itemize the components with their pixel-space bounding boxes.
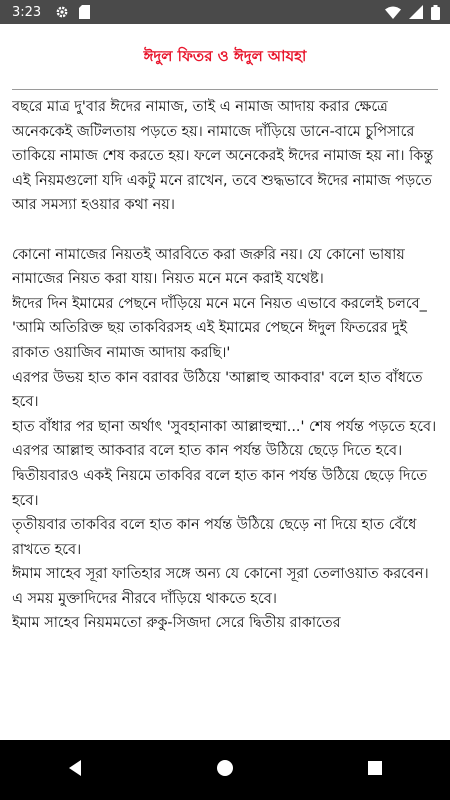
home-button[interactable]	[195, 750, 255, 790]
article-paragraph: বছরে মাত্র দু'বার ঈদের নামাজ, তাই এ নামাজ আদায় করার ক্ষেত্রে অনেককেই জটিলতায় পড়তে হয়। নামাজে দাঁড়িয়ে ডানে-বামে চুপিসারে তাকিয়ে নামাজ শেষ করতে হয়। ফলে অনেকেরই ঈদের নামাজ হয় না। কিন্তু এই নিয়মগুলো যদি একটু মনে রাখেন, তবে শুদ্ধভাবে ঈদের নামাজ পড়তে আর সমস্যা হওয়ার কথা নয়।	[12, 99, 434, 214]
page-title: ঈদুল ফিতর ও ঈদুল আযহা	[143, 46, 307, 65]
paragraph-gap	[12, 218, 440, 243]
recents-icon	[367, 760, 383, 780]
recents-button[interactable]	[345, 750, 405, 790]
signal-icon	[409, 5, 423, 19]
gear-icon	[55, 5, 69, 19]
status-time: 3:23	[12, 4, 42, 20]
article-content[interactable]	[12, 95, 440, 740]
battery-icon	[431, 5, 440, 20]
navigation-bar	[0, 740, 450, 800]
article-paragraph: ইমাম সাহেব নিয়মমতো রুকু-সিজদা সেরে দ্বিতীয় রাকাতের	[12, 615, 341, 632]
article-paragraph: ঈদের দিন ইমামের পেছনে দাঁড়িয়ে মনে মনে নিয়ত এভাবে করলেই চলবে_ 'আমি অতিরিক্ত ছয় তাকবিরসহ এই ইমামের পেছনে ঈদুল ফিতরের দুই রাকাত ওয়াজিব নামাজ আদায় করছি।'	[12, 295, 427, 361]
home-icon	[215, 758, 235, 782]
status-bar	[0, 0, 450, 24]
article-paragraph: কোনো নামাজের নিয়তই আরবিতে করা জরুরি নয়। যে কোনো ভাষায় নামাজের নিয়ত করা যায়। নিয়ত মনে মনে করাই যথেষ্ট।	[12, 246, 405, 288]
back-icon	[67, 759, 83, 781]
title-bar	[0, 24, 450, 90]
wifi-icon	[385, 6, 401, 19]
article-paragraph: তৃতীয়বার তাকবির বলে হাত কান পর্যন্ত উঠিয়ে ছেড়ে না দিয়ে হাত বেঁধে রাখতে হবে।	[12, 517, 417, 558]
article-paragraph: এরপর আল্লাহু আকবার বলে হাত কান পর্যন্ত উঠিয়ে ছেড়ে দিতে হবে।	[12, 443, 403, 460]
article-paragraph: দ্বিতীয়বারও একই নিয়মে তাকবির বলে হাত কান পর্যন্ত উঠিয়ে ছেড়ে দিতে হবে।	[12, 467, 428, 509]
article-paragraph: হাত বাঁধার পর ছানা অর্থাৎ 'সুবহানাকা আল্লাহুম্মা...' শেষ পর্যন্ত পড়তে হবে।	[12, 418, 437, 435]
back-button[interactable]	[45, 750, 105, 790]
article-paragraph: এরপর উভয় হাত কান বরাবর উঠিয়ে 'আল্লাহু আকবার' বলে হাত বাঁধতে হবে।	[12, 369, 423, 411]
article-paragraph: ঈমাম সাহেব সূরা ফাতিহার সঙ্গে অন্য যে কোনো সূরা তেলাওয়াত করবেন। এ সময় মুক্তাদিদের নীরবে দাঁড়িয়ে থাকতে হবে।	[12, 566, 429, 607]
sd-card-icon	[79, 5, 90, 19]
title-divider	[12, 89, 438, 90]
